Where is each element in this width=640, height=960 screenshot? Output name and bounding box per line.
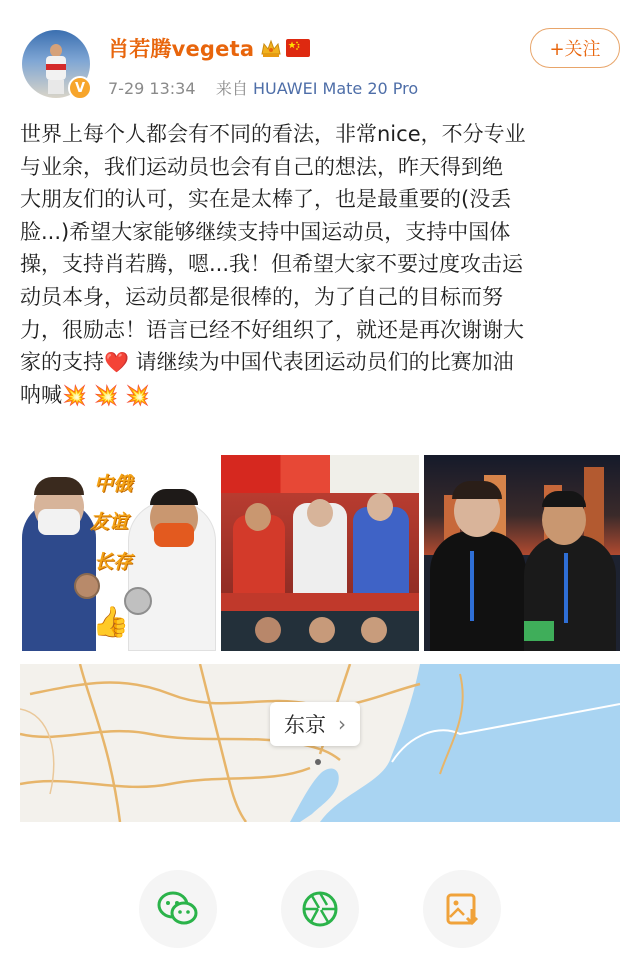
avatar-figure	[44, 44, 68, 94]
post-line: 与业余，我们运动员也会有自己的想法，昨天得到绝	[20, 154, 503, 179]
location-name: 东京	[284, 713, 326, 737]
save-image-button[interactable]	[423, 870, 501, 948]
photo-3[interactable]	[424, 455, 620, 651]
post-line: 呐喊💥 💥 💥	[20, 379, 626, 412]
post-line: 动员本身，运动员都是很棒的，为了自己的目标而努	[20, 284, 503, 309]
thumbs-up-emoji-icon: 👍	[92, 605, 130, 640]
wechat-icon	[156, 889, 200, 929]
post-meta	[108, 76, 418, 99]
person-left	[430, 531, 526, 651]
share-actions	[0, 870, 640, 950]
device-name[interactable]: HUAWEI Mate 20 Pro	[252, 79, 419, 98]
save-image-icon	[442, 889, 482, 929]
boom-emoji-icon: 💥	[93, 382, 119, 407]
username[interactable]: 肖若腾vegeta	[108, 37, 255, 61]
post-body	[20, 118, 626, 411]
username-row	[108, 34, 310, 62]
moments-share-button[interactable]	[281, 870, 359, 948]
caption-1: 中俄	[94, 473, 133, 495]
boom-emoji-icon: 💥	[125, 382, 151, 407]
china-flag-icon	[286, 39, 310, 57]
post-line: 家的支持❤️ 请继续为中国代表团运动员们的比赛加油	[20, 346, 626, 379]
post-header	[0, 0, 640, 110]
post-line: 脸...)希望大家能够继续支持中国运动员，支持中国体	[20, 219, 511, 244]
moments-icon	[300, 889, 340, 929]
location-map[interactable]	[20, 664, 620, 822]
chevron-right-icon: ›	[338, 712, 346, 736]
boom-emoji-icon: 💥	[62, 382, 87, 407]
post-line: 大朋友们的认可，实在是太棒了，也是最重要的(没丢	[20, 187, 512, 212]
post-line: 操，支持肖若腾，嗯...我！但希望大家不要过度攻击运	[20, 252, 524, 277]
map-location-label[interactable]	[270, 702, 360, 746]
crown-icon	[260, 38, 282, 58]
photo-2[interactable]	[221, 455, 419, 651]
caption-3: 长存	[94, 551, 133, 573]
verified-badge-icon: V	[68, 76, 92, 100]
post-date: 7-29 13:34	[108, 79, 196, 98]
photo-1[interactable]	[20, 455, 218, 651]
photo-grid	[20, 455, 620, 651]
post-line: 力，很励志！语言已经不好组织了，就还是再次谢谢大	[20, 317, 524, 342]
caption-2: 友谊	[90, 511, 129, 533]
follow-button[interactable]: +关注	[530, 28, 620, 68]
source-label: 来自	[215, 79, 248, 98]
wechat-share-button[interactable]	[139, 870, 217, 948]
heart-emoji-icon: ❤️	[104, 350, 129, 375]
post-line: 世界上每个人都会有不同的看法，非常nice，不分专业	[20, 122, 526, 146]
